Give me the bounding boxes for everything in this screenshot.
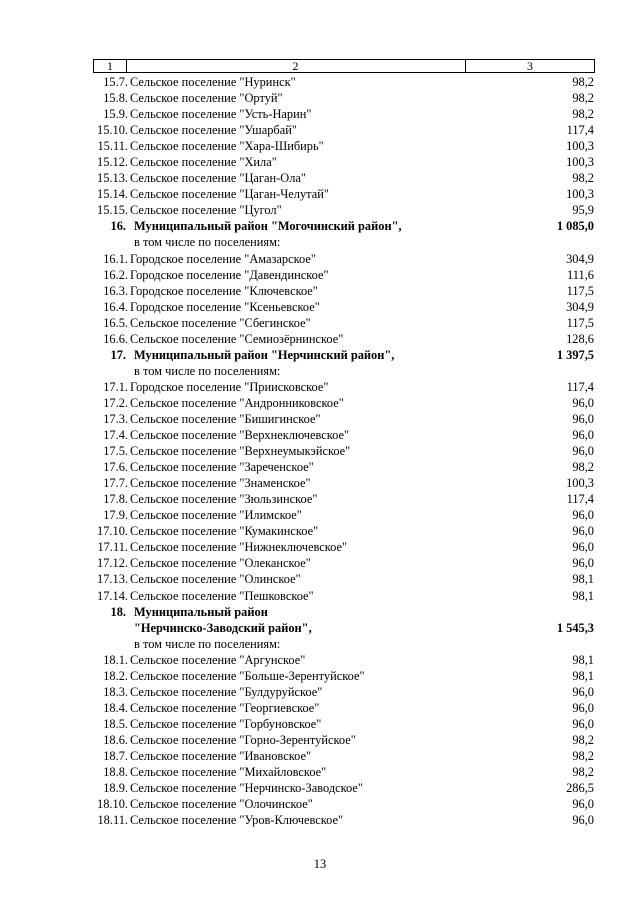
table-row	[0, 588, 640, 604]
page-number: 13	[313, 857, 327, 871]
row-number: 15.7.	[103, 75, 128, 89]
row-name: Сельское поселение "Верхнеключевское"	[130, 428, 350, 443]
row-name: Городское поселение "Ксеньевское"	[130, 299, 320, 314]
row-value: 98,1	[572, 668, 594, 683]
row-name: Сельское поселение "Хара-Шибирь"	[130, 139, 324, 154]
row-number: 17.12.	[97, 556, 128, 571]
row-name: Городское поселение "Давендинское"	[130, 267, 329, 282]
row-value: 304,9	[566, 251, 594, 266]
row-number: 15.12.	[97, 155, 128, 170]
row-name: Сельское поселение "Кумакинское"	[130, 524, 319, 539]
row-name: Сельское поселение "Андронниковское"	[130, 395, 344, 410]
row-number: 18.7.	[103, 748, 128, 763]
row-number: 17.11.	[97, 540, 128, 555]
row-number: 18.9.	[103, 781, 128, 796]
table-row	[0, 523, 640, 539]
row-value: 128,6	[566, 331, 594, 346]
row-name: Сельское поселение "Усть-Нарин"	[130, 107, 312, 122]
row-number: 18.5.	[103, 716, 128, 731]
row-number: 17.2.	[103, 395, 128, 410]
row-number: 17.10.	[97, 524, 128, 539]
row-value: 96,0	[572, 411, 594, 426]
row-value: 98,2	[572, 171, 594, 186]
header-col-3: 3	[527, 59, 533, 73]
row-value: 100,3	[566, 187, 594, 202]
header-col-2: 2	[126, 60, 466, 72]
row-value: 100,3	[566, 139, 594, 154]
table-row	[0, 764, 640, 780]
row-name: Сельское поселение "Цаган-Ола"	[130, 171, 306, 186]
row-number: 15.11.	[97, 139, 128, 154]
row-number: 17.13.	[97, 572, 128, 587]
table-row	[0, 74, 640, 90]
table-body	[0, 74, 640, 828]
table-row	[0, 315, 640, 331]
table-row	[0, 106, 640, 122]
row-name: Сельское поселение "Цугол"	[130, 203, 282, 218]
table-row	[0, 604, 640, 620]
table-row	[0, 507, 640, 523]
row-name: Сельское поселение "Цаган-Челутай"	[130, 187, 329, 202]
row-name: Сельское поселение "Олочинское"	[130, 797, 313, 812]
row-number: 18.8.	[103, 765, 128, 780]
row-number: 17.3.	[103, 411, 128, 426]
row-name: Сельское поселение "Нерчинско-Заводское"	[130, 781, 363, 796]
table-row	[0, 154, 640, 170]
table-row	[0, 780, 640, 796]
row-value: 117,5	[566, 283, 594, 298]
row-number: 15.10.	[97, 123, 128, 138]
row-value: 117,4	[566, 492, 594, 507]
row-value: 96,0	[572, 813, 594, 828]
row-name: Сельское поселение "Хила"	[130, 155, 277, 170]
row-number: 16.2.	[103, 267, 128, 282]
row-value: 98,2	[572, 732, 594, 747]
row-value: 98,1	[572, 572, 594, 587]
row-number: 18.10.	[97, 797, 128, 812]
row-name: Сельское поселение "Зюльзинское"	[130, 492, 318, 507]
row-name: Сельское поселение "Илимское"	[130, 508, 302, 523]
table-row	[0, 652, 640, 668]
row-number: 18.	[110, 604, 126, 619]
row-number: 17.1.	[103, 379, 128, 394]
row-value: 96,0	[572, 444, 594, 459]
row-value: 96,0	[572, 716, 594, 731]
table-row	[0, 636, 640, 652]
table-row	[0, 475, 640, 491]
row-number: 15.8.	[103, 91, 128, 106]
row-number: 16.5.	[103, 315, 128, 330]
table-row	[0, 395, 640, 411]
row-value: 1 085,0	[556, 219, 594, 234]
table-row	[0, 283, 640, 299]
row-number: 15.14.	[97, 187, 128, 202]
row-value: 98,2	[572, 765, 594, 780]
row-value: 286,5	[566, 781, 594, 796]
row-name: Сельское поселение "Пешковское"	[130, 588, 314, 603]
row-value: 117,4	[566, 123, 594, 138]
row-value: 98,2	[572, 107, 594, 122]
row-name: Сельское поселение "Нижнеключевское"	[130, 540, 348, 555]
row-name: в том числе по поселениям:	[134, 636, 281, 651]
table-row	[0, 668, 640, 684]
table-row	[0, 459, 640, 475]
table-row	[0, 267, 640, 283]
row-number: 18.4.	[103, 700, 128, 715]
table-row	[0, 202, 640, 218]
table-row	[0, 812, 640, 828]
table-row	[0, 234, 640, 250]
row-name: в том числе по поселениям:	[134, 363, 281, 378]
row-value: 117,5	[566, 315, 594, 330]
row-value: 117,4	[566, 379, 594, 394]
row-value: 96,0	[572, 428, 594, 443]
row-value: 95,9	[572, 203, 594, 218]
row-number: 16.6.	[103, 331, 128, 346]
row-name: Муниципальный район "Нерчинский район",	[134, 347, 395, 362]
row-value: 96,0	[572, 797, 594, 812]
row-number: 17.7.	[103, 476, 128, 491]
row-name: Сельское поселение "Аргунское"	[130, 652, 306, 667]
row-number: 17.5.	[103, 444, 128, 459]
table-row	[0, 251, 640, 267]
row-name: Сельское поселение "Георгиевское"	[130, 700, 320, 715]
table-row	[0, 138, 640, 154]
table-header	[93, 59, 595, 73]
row-value: 98,2	[572, 748, 594, 763]
row-value: 96,0	[572, 540, 594, 555]
row-value: 98,1	[572, 588, 594, 603]
row-number: 17.14.	[97, 588, 128, 603]
row-value: 98,2	[572, 91, 594, 106]
row-value: 100,3	[566, 476, 594, 491]
table-row	[0, 748, 640, 764]
table-row	[0, 571, 640, 587]
row-number: 18.6.	[103, 732, 128, 747]
table-row	[0, 90, 640, 106]
table-row	[0, 186, 640, 202]
row-number: 15.9.	[103, 107, 128, 122]
table-row	[0, 732, 640, 748]
table-row	[0, 379, 640, 395]
row-value: 96,0	[572, 524, 594, 539]
row-number: 15.15.	[97, 203, 128, 218]
table-row	[0, 555, 640, 571]
row-name: Сельское поселение "Олинское"	[130, 572, 301, 587]
table-row	[0, 796, 640, 812]
row-number: 17.	[110, 347, 126, 362]
table-row	[0, 684, 640, 700]
row-value: 304,9	[566, 299, 594, 314]
row-number: 17.8.	[103, 492, 128, 507]
row-name: Городское поселение "Ключевское"	[130, 283, 318, 298]
row-value: 1 545,3	[556, 620, 594, 635]
row-value: 96,0	[572, 700, 594, 715]
row-name: Городское поселение "Амазарское"	[130, 251, 316, 266]
table-row	[0, 539, 640, 555]
table-row	[0, 411, 640, 427]
table-row	[0, 443, 640, 459]
row-name: Сельское поселение "Михайловское"	[130, 765, 327, 780]
row-number: 18.3.	[103, 684, 128, 699]
row-number: 16.4.	[103, 299, 128, 314]
row-name: в том числе по поселениям:	[134, 235, 281, 250]
row-value: 1 397,5	[556, 347, 594, 362]
row-name: Сельское поселение "Знаменское"	[130, 476, 311, 491]
row-number: 18.2.	[103, 668, 128, 683]
table-row	[0, 491, 640, 507]
row-value: 98,1	[572, 652, 594, 667]
row-name: Сельское поселение "Больше-Зерентуйское"	[130, 668, 365, 683]
header-col-1: 1	[94, 60, 127, 72]
table-row	[0, 331, 640, 347]
row-value: 96,0	[572, 395, 594, 410]
table-row	[0, 363, 640, 379]
row-name: "Нерчинско-Заводский район",	[134, 620, 312, 635]
row-name: Сельское поселение "Олеканское"	[130, 556, 311, 571]
row-value: 98,2	[572, 460, 594, 475]
row-name: Муниципальный район "Могочинский район",	[134, 219, 402, 234]
row-name: Сельское поселение "Уров-Ключевское"	[130, 813, 344, 828]
row-number: 18.1.	[103, 652, 128, 667]
row-name: Сельское поселение "Верхнеумыкэйское"	[130, 444, 351, 459]
row-value: 111,6	[567, 267, 594, 282]
row-name: Городское поселение "Приисковское"	[130, 379, 329, 394]
row-number: 18.11.	[97, 813, 128, 828]
row-value: 96,0	[572, 684, 594, 699]
table-row	[0, 427, 640, 443]
row-number: 16.1.	[103, 251, 128, 266]
row-name: Сельское поселение "Булдуруйское"	[130, 684, 323, 699]
table-row	[0, 170, 640, 186]
table-row	[0, 700, 640, 716]
row-name: Сельское поселение "Нуринск"	[130, 75, 296, 89]
row-value: 96,0	[572, 508, 594, 523]
row-name: Муниципальный район	[134, 604, 268, 619]
row-number: 16.	[110, 219, 126, 234]
table-row	[0, 299, 640, 315]
table-row	[0, 122, 640, 138]
table-row	[0, 716, 640, 732]
row-name: Сельское поселение "Горно-Зерентуйское"	[130, 732, 356, 747]
row-name: Сельское поселение "Ушарбай"	[130, 123, 297, 138]
row-name: Сельское поселение "Зареченское"	[130, 460, 314, 475]
row-name: Сельское поселение "Горбуновское"	[130, 716, 322, 731]
row-value: 100,3	[566, 155, 594, 170]
row-number: 17.4.	[103, 428, 128, 443]
row-number: 17.9.	[103, 508, 128, 523]
row-value: 98,2	[572, 75, 594, 89]
row-number: 15.13.	[97, 171, 128, 186]
row-name: Сельское поселение "Ортуй"	[130, 91, 283, 106]
row-number: 17.6.	[103, 460, 128, 475]
row-name: Сельское поселение "Ивановское"	[130, 748, 312, 763]
row-value: 96,0	[572, 556, 594, 571]
row-name: Сельское поселение "Бишигинское"	[130, 411, 321, 426]
row-name: Сельское поселение "Семиозёрнинское"	[130, 331, 344, 346]
row-number: 16.3.	[103, 283, 128, 298]
table-row	[0, 347, 640, 363]
row-name: Сельское поселение "Сбегинское"	[130, 315, 311, 330]
table-row	[0, 218, 640, 234]
table-row	[0, 620, 640, 636]
